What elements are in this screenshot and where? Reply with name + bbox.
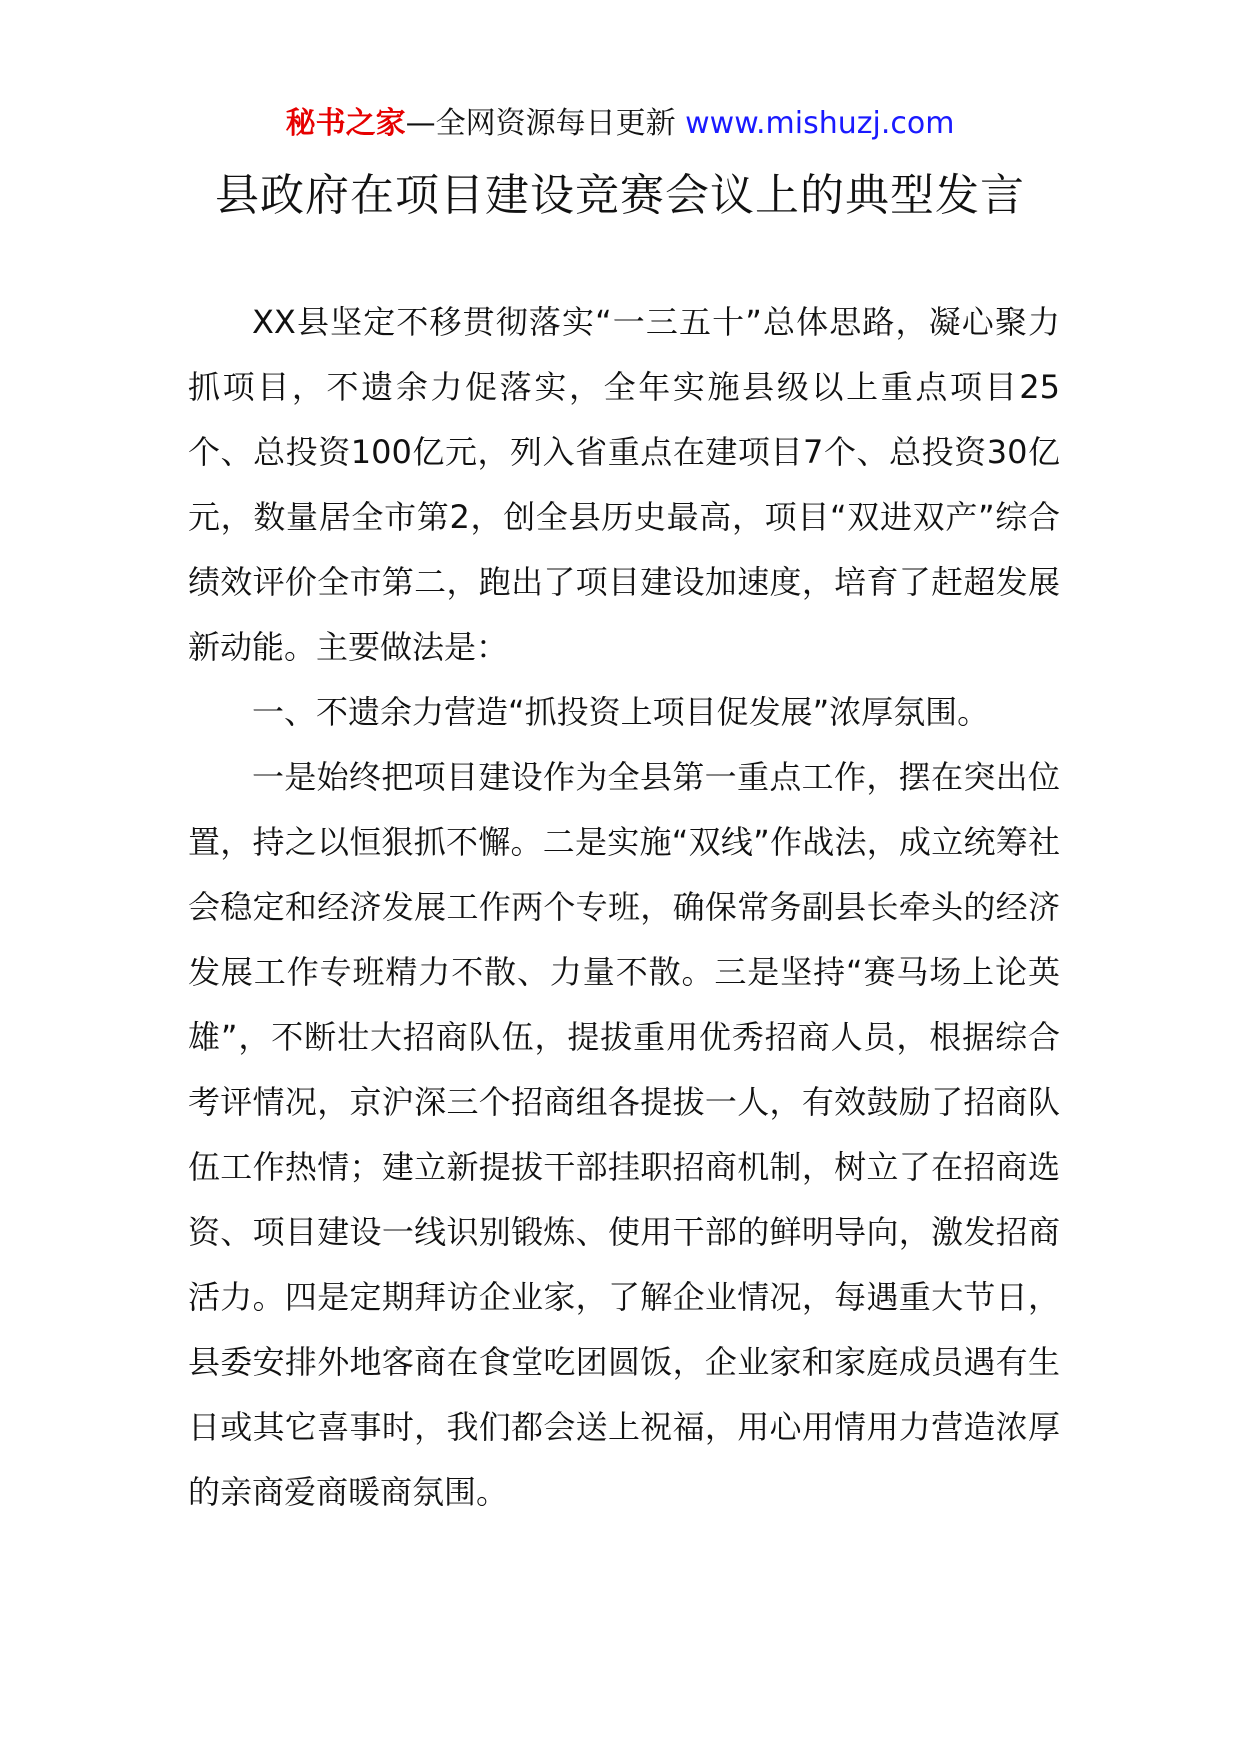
document-title: 县政府在项目建设竞赛会议上的典型发言: [215, 170, 1025, 221]
document-body: [188, 290, 1060, 1525]
site-header: [0, 104, 1240, 144]
paragraph-measures: 一是始终把项目建设作为全县第一重点工作，摆在突出位置，持之以恒狠抓不懈。二是实施“双线”作战法，成立统筹社会稳定和经济发展工作两个专班，确保常务副县长牵头的经济发展工作专班精力不散、力量不散。三是坚持“赛马场上论英雄”，不断壮大招商队伍，提拔重用优秀招商人员，根据综合考评情况，京沪深三个招商组各提拔一人，有效鼓励了招商队伍工作热情；建立新提拔干部挂职招商机制，树立了在招商选资、项目建设一线识别锻炼、使用干部的鲜明导向，激发招商活力。四是定期拜访企业家，了解企业情况，每遇重大节日，县委安排外地客商在食堂吃团圆饭，企业家和家庭成员遇有生日或其它喜事时，我们都会送上祝福，用心用情用力营造浓厚的亲商爱商暖商氛围。: [188, 758, 1060, 1511]
site-url-link[interactable]: www.mishuzj.com: [685, 106, 955, 141]
site-slogan: —全网资源每日更新: [405, 106, 686, 141]
paragraph-section-heading: 一、不遗余力营造“抓投资上项目促发展”浓厚氛围。: [252, 693, 990, 731]
paragraph-intro: XX县坚定不移贯彻落实“一三五十”总体思路，凝心聚力抓项目，不遗余力促落实，全年实施县级以上重点项目25个、总投资100亿元，列入省重点在建项目7个、总投资30亿元，数量居全市第2，创全县历史最高，项目“双进双产”综合绩效评价全市第二，跑出了项目建设加速度，培育了赶超发展新动能。主要做法是：: [188, 303, 1060, 666]
site-brand: 秘书之家: [285, 106, 406, 141]
